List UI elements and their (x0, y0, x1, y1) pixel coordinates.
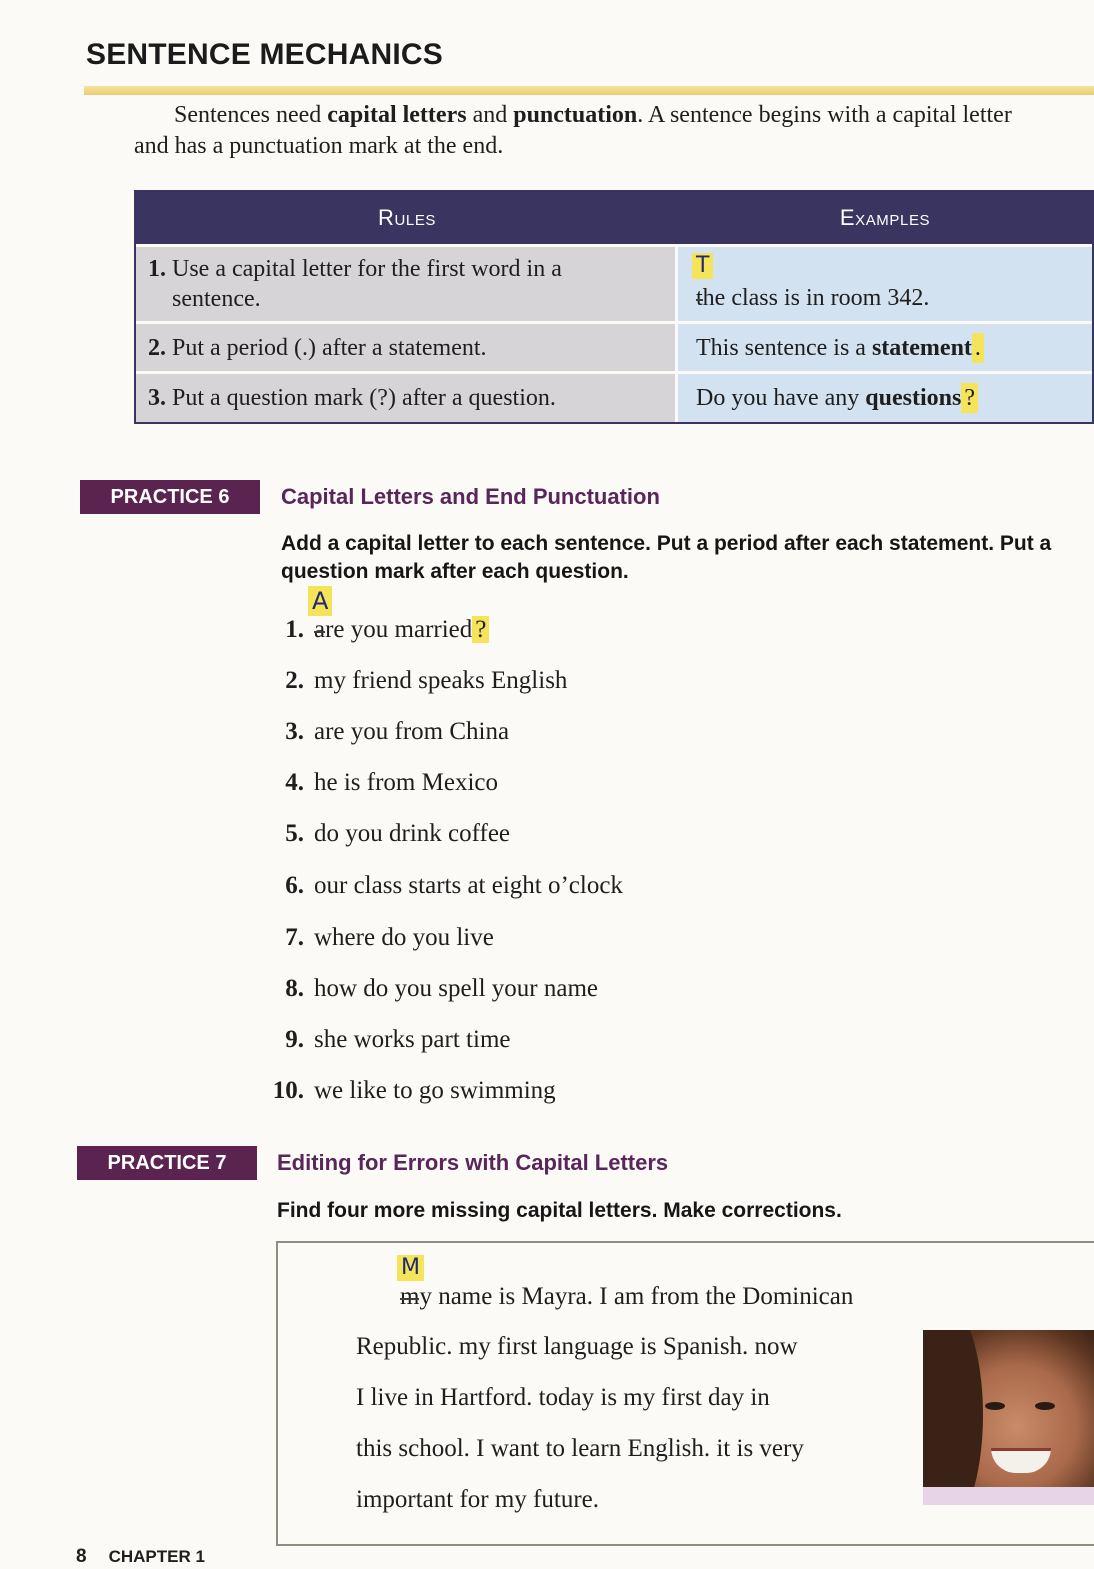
item-text: we like to go swimming (314, 1077, 556, 1104)
item-text: our class starts at eight o’clock (314, 872, 623, 899)
list-item (262, 1075, 822, 1107)
item-number: 10. (272, 1077, 304, 1104)
highlighted-question-mark: ? (961, 383, 978, 413)
list-item (262, 973, 822, 1005)
item-text: do you drink coffee (314, 820, 511, 847)
intro-text: . A sentence begins with a capital letter and has a punctuation mark at the end. (134, 102, 1012, 159)
rule-cell (136, 374, 678, 422)
item-number: 9. (285, 1026, 304, 1053)
list-item (262, 922, 822, 954)
photo-shirt (923, 1487, 1094, 1505)
page-footer (76, 1546, 205, 1568)
table-header (136, 192, 1092, 244)
practice-7-badge: PRACTICE 7 (77, 1146, 257, 1180)
header-examples: Examples (839, 205, 931, 230)
correction-mark: T (692, 253, 713, 279)
list-item (262, 818, 822, 850)
paragraph-line: I live in Hartford. today is my first day in (356, 1384, 770, 1411)
photo-eye (985, 1402, 1005, 1410)
correction-mark: M (397, 1255, 424, 1281)
intro-bold-capital: capital letters (327, 102, 467, 128)
list-item (262, 767, 822, 799)
item-number: 1. (285, 616, 304, 643)
highlighted-period: . (972, 333, 984, 363)
table-row (136, 371, 1092, 422)
rule-cell (136, 247, 678, 321)
example-text: Do you have any (696, 385, 860, 411)
example-bold: statement (871, 334, 972, 361)
rules-table (134, 190, 1094, 424)
rule-text: Put a question mark (?) after a question. (172, 385, 556, 411)
example-cell (678, 324, 1092, 371)
practice-6-instructions: Add a capital letter to each sentence. Put a period after each statement. Put a question mark after each question. (281, 532, 1052, 583)
table-row (136, 244, 1092, 321)
item-number: 4. (285, 769, 304, 796)
item-text: are you from China (314, 718, 510, 745)
intro-paragraph (134, 100, 1034, 162)
practice-6-badge: PRACTICE 6 (80, 480, 260, 514)
title-rule (84, 86, 1094, 95)
example-text: This sentence is a (696, 334, 866, 361)
item-text: my friend speaks English (314, 667, 568, 694)
rule-number: 1. (148, 256, 166, 282)
photo-hair (923, 1330, 983, 1505)
paragraph-line: Republic. my first language is Spanish. now (356, 1333, 798, 1360)
item-text: he is from Mexico (314, 769, 498, 796)
struck-letter: m (400, 1283, 420, 1310)
item-number: 7. (285, 924, 304, 951)
list-item (262, 1024, 822, 1056)
intro-text: Sentences need (174, 102, 328, 128)
struck-letter: t (696, 285, 703, 311)
rule-number: 2. (148, 334, 166, 361)
example-cell (678, 374, 1092, 422)
rule-text: Put a period (.) after a statement. (172, 334, 487, 361)
list-item (262, 716, 822, 748)
item-text: re you married (325, 616, 473, 643)
section-title: SENTENCE MECHANICS (86, 38, 443, 71)
item-text: where do you live (314, 924, 494, 951)
practice-7-title: Editing for Errors with Capital Letters (277, 1150, 669, 1175)
item-number: 6. (285, 872, 304, 899)
photo-eye (1035, 1402, 1055, 1410)
example-bold: questions (865, 385, 962, 411)
table-row (136, 321, 1092, 371)
line-text: y name is Mayra. I am from the Dominican (419, 1283, 854, 1310)
item-number: 3. (285, 718, 304, 745)
highlighted-question-mark: ? (472, 616, 489, 643)
correction-mark: A (308, 586, 332, 616)
struck-letter: a (314, 616, 326, 643)
list-item (262, 870, 822, 902)
example-text: he class is in room 342. (702, 285, 930, 311)
paragraph-line: this school. I want to learn English. it is very (356, 1435, 804, 1462)
practice-7-instructions: Find four more missing capital letters. Make corrections. (277, 1199, 842, 1222)
item-number: 2. (285, 667, 304, 694)
intro-text: and (466, 102, 514, 128)
rule-text: Use a capital letter for the first word in a sentence. (172, 256, 562, 312)
item-text: how do you spell your name (314, 975, 598, 1002)
item-number: 8. (285, 975, 304, 1002)
chapter-label: CHAPTER 1 (108, 1547, 205, 1566)
header-rules: Rules (377, 205, 437, 230)
example-cell (678, 247, 1092, 321)
page-number: 8 (76, 1546, 87, 1567)
paragraph-line: important for my future. (356, 1486, 599, 1513)
list-item (262, 665, 822, 697)
list-item (262, 614, 822, 646)
rule-number: 3. (148, 385, 166, 411)
item-number: 5. (285, 820, 304, 847)
photo-smile (991, 1448, 1051, 1473)
rule-cell (136, 324, 678, 371)
item-text: she works part time (314, 1026, 511, 1053)
intro-bold-punctuation: punctuation (513, 102, 638, 128)
student-photo (923, 1330, 1094, 1505)
paragraph-line (400, 1281, 853, 1313)
practice-6-title: Capital Letters and End Punctuation (281, 484, 660, 509)
